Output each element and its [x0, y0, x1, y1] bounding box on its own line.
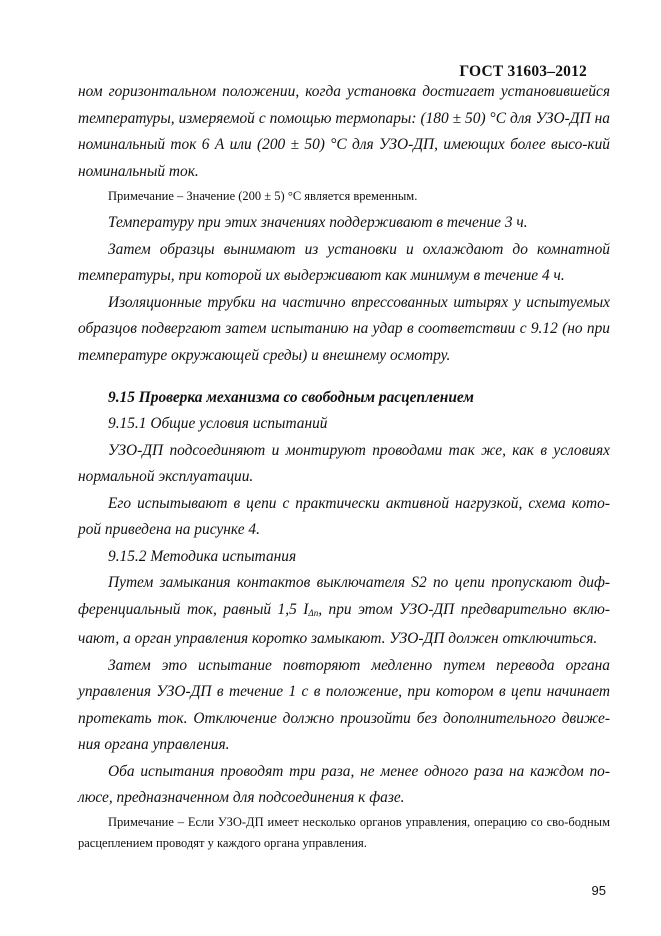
- paragraph-three-times: Оба испытания проводят три раза, не менее одного раза на каждом по-люсе, предназначенном для подсоединения к фазе.: [78, 762, 610, 806]
- paragraph-cooling: Затем образцы вынимают из установки и охлаждают до комнатной температуры, при которой их выдерживают как минимум в течение 4 ч.: [78, 240, 610, 284]
- current-subscript: Δn: [308, 607, 319, 618]
- document-standard-number: ГОСТ 31603–2012: [459, 63, 587, 80]
- page-content: [78, 79, 610, 854]
- note-temperature: Примечание – Значение (200 ± 5) °С является временным.: [108, 189, 418, 203]
- page-number: 95: [591, 883, 606, 898]
- subsection-heading-9-15-1: 9.15.1 Общие условия испытаний: [108, 415, 328, 432]
- paragraph-repeat-test: Затем это испытание повторяют медленно путем перевода органа управления УЗО-ДП в течение 1 с в положение, при котором в цепи начинает протекать ток. Отключение должно произойти без дополнительного движе-ния органа управления.: [78, 656, 610, 753]
- section-gap: [78, 369, 610, 385]
- paragraph-continuation: ном горизонтальном положении, когда установка достигает установившейся температуры, измеряемой с помощью термопары: (180 ± 50) °С для УЗО-ДП на номинальный ток 6 А или (200 ± 50) °С для УЗО-ДП, имеющих более высо-кий номинальный ток.: [78, 83, 610, 180]
- paragraph-test-method-end: , при этом УЗО-ДП предварительно вклю-чают, а орган управления коротко замыкают. УЗО-ДП должен отключиться.: [78, 600, 610, 647]
- current-symbol: I: [303, 600, 309, 618]
- note-multiple-controls: Примечание – Если УЗО-ДП имеет несколько органов управления, операцию со сво-бодным расцеплением проводят у каждого органа управления.: [78, 814, 610, 850]
- paragraph-impact-test: Изоляционные трубки на частично впрессованных штырях у испытуемых образцов подвергают затем испытанию на удар в соответствии с 9.12 (но при температуре окружающей среды) и внешнему осмотру.: [78, 293, 610, 364]
- subsection-heading-9-15-2: 9.15.2 Методика испытания: [108, 547, 297, 565]
- paragraph-test-method: [78, 570, 610, 653]
- paragraph-connection: УЗО-ДП подсоединяют и монтируют проводами так же, как в условиях нормальной эксплуатации.: [78, 441, 610, 485]
- paragraph-test-method-start: Путем замыкания контактов выключателя S2 по цепи пропускают диф-ференциальный ток, равный 1,5: [78, 574, 610, 618]
- paragraph-hold-temperature: Температуру при этих значениях поддерживают в течение 3 ч.: [108, 214, 528, 231]
- paragraph-circuit: Его испытывают в цепи с практически активной нагрузкой, схема кото-рой приведена на рисунке 4.: [78, 494, 610, 538]
- section-heading-9-15: 9.15 Проверка механизма со свободным расцеплением: [108, 389, 474, 406]
